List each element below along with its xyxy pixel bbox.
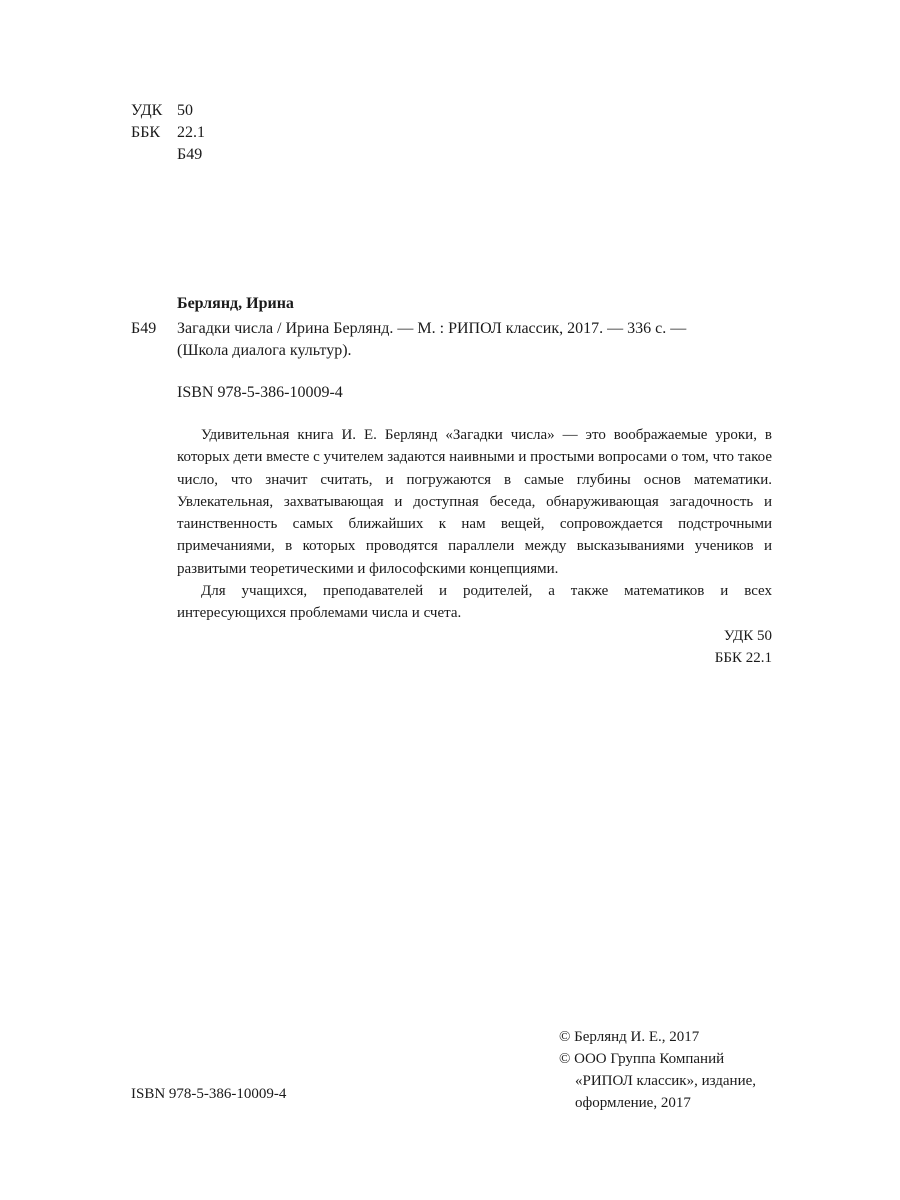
- copyright-line-4: оформление, 2017: [575, 1095, 691, 1111]
- udk-label: УДК: [131, 102, 163, 119]
- copyright-line-2: © ООО Группа Компаний: [559, 1051, 725, 1067]
- annotation-udk: УДК 50: [723, 627, 772, 644]
- annotation-paragraph-1: Удивительная книга И. Е. Берлянд «Загадки числа» — это воображаемые уроки, в которых дети вместе с учителем задаются наивными и простыми вопросами о том, что такое число, что значит считать, и погружаются в самые глубины основ математики. Увлекательная, захватывающая и доступная беседа, обнаруживающая загадочность и таинственность самых ближайших к нам вещей, сопровождается подстрочными примечаниями, в которых проводятся параллели между высказываниями учеников и развитыми теоретическими и философскими концепциями.: [177, 427, 772, 577]
- udk-value: 50: [177, 102, 193, 119]
- annotation-bbk: ББК 22.1: [714, 649, 772, 666]
- bbk-row: [131, 122, 205, 144]
- author-heading: Берлянд, Ирина: [177, 295, 294, 312]
- card-mark: Б49: [131, 320, 157, 337]
- bbk-value: 22.1: [177, 124, 205, 141]
- udk-row: [131, 100, 205, 122]
- author-mark-row: [131, 144, 205, 166]
- classification-block: [131, 100, 205, 166]
- bbk-label: ББК: [131, 124, 161, 141]
- author-mark: Б49: [177, 146, 203, 163]
- copyright-block: [559, 1026, 756, 1114]
- copyright-line-1: © Берлянд И. Е., 2017: [559, 1029, 700, 1045]
- card-isbn: ISBN 978-5-386-10009-4: [177, 384, 343, 401]
- footer-isbn: ISBN 978-5-386-10009-4: [131, 1086, 287, 1102]
- annotation-paragraph-2: Для учащихся, преподавателей и родителей, а также математиков и всех интересующихся проблемами числа и счета.: [177, 583, 772, 622]
- description-line-2: (Школа диалога культур).: [177, 342, 352, 359]
- description-line-1: Загадки числа / Ирина Берлянд. — М. : РИПОЛ классик, 2017. — 336 с. —: [177, 320, 687, 337]
- copyright-line-3: «РИПОЛ классик», издание,: [575, 1073, 757, 1089]
- annotation: [177, 424, 772, 669]
